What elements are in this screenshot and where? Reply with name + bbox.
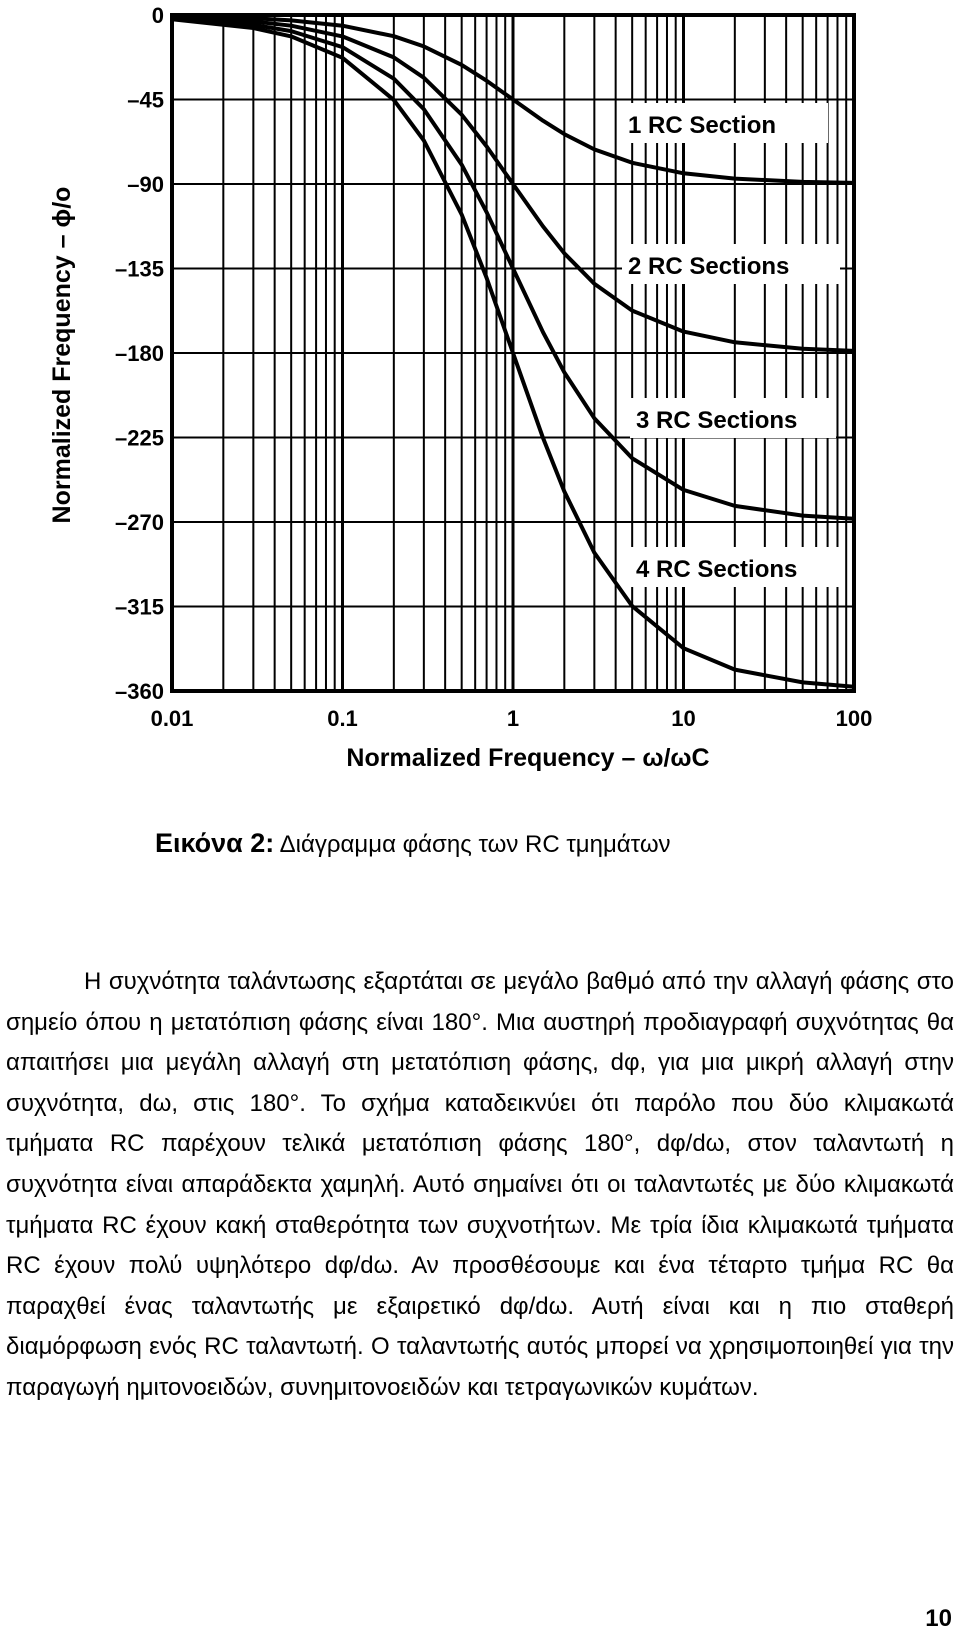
x-tick-label: 0.01: [150, 706, 194, 731]
y-axis-title: Normalized Frequency – ϕ/ο: [48, 186, 76, 524]
series-label-1: 1 RC Section: [628, 112, 777, 139]
y-tick-label: –180: [115, 341, 164, 366]
page-number: 10: [925, 1605, 952, 1632]
x-tick-label: 10: [671, 706, 696, 731]
y-tick-label: –90: [127, 172, 164, 197]
phase-chart-svg: [0, 0, 960, 790]
series-label-3: 3 RC Sections: [636, 407, 798, 434]
y-tick-label: –135: [115, 256, 164, 282]
body-paragraph: [6, 962, 954, 1409]
x-axis-title: Normalized Frequency – ω/ωC: [346, 744, 710, 772]
figure-caption-text: Διάγραμμα φάσης των RC τμημάτων: [274, 831, 671, 858]
y-tick-label: –45: [127, 87, 164, 113]
body-paragraph-text: Η συχνότητα ταλάντωσης εξαρτάται σε μεγάλο βαθμό από την αλλαγή φάσης στο σημείο όπου η μετατόπιση φάσης είναι 180°. Μια αυστηρή προδιαγραφή συχνότητας θα απαιτήσει μια μεγάλη αλλαγή στη μετατόπιση φάσης, dφ, για μια μικρή αλλαγή στην συχνότητα, dω, στις 180°. Το σχήμα καταδεικνύει ότι παρόλο που δύο κλιμακωτά τμήματα RC παρέχουν τελικά μετατόπιση φάσης 180°, dφ/dω, στον ταλαντωτή η συχνότητα είναι απαράδεκτα χαμηλή. Αυτό σημαίνει ότι οι ταλαντωτές με δύο κλιμακωτά τμήματα RC έχουν κακή σταθερότητα των συχνοτήτων. Με τρία ίδια κλιμακωτά τμήματα RC έχουν πολύ υψηλότερο dφ/dω. Αν προσθέσουμε και ένα τέταρτο τμήμα RC θα παραχθεί ένας ταλαντωτής με εξαιρετικό dφ/dω. Αυτή είναι και η πιο σταθερή διαμόρφωση ενός RC ταλαντωτή. Ο ταλαντωτής αυτός μπορεί να χρησιμοποιηθεί για την παραγωγή ημιτονοειδών, συνημιτονοειδών και τετραγωνικών κυμάτων.: [6, 968, 954, 1401]
x-tick-label: 1: [506, 706, 520, 731]
y-tick-label: –360: [115, 679, 164, 704]
figure-caption-label: Εικόνα 2:: [155, 828, 275, 858]
y-tick-label: –225: [115, 425, 164, 451]
x-tick-label: 0.1: [327, 706, 358, 731]
y-tick-label: –270: [115, 510, 164, 535]
series-label-2: 2 RC Sections: [628, 253, 790, 280]
figure-caption: [155, 828, 671, 859]
x-tick-label: 100: [835, 706, 873, 731]
y-tick-label: 0: [151, 3, 164, 28]
series-label-4: 4 RC Sections: [636, 556, 798, 583]
y-tick-label: –315: [115, 594, 164, 620]
phase-chart: [0, 0, 960, 790]
